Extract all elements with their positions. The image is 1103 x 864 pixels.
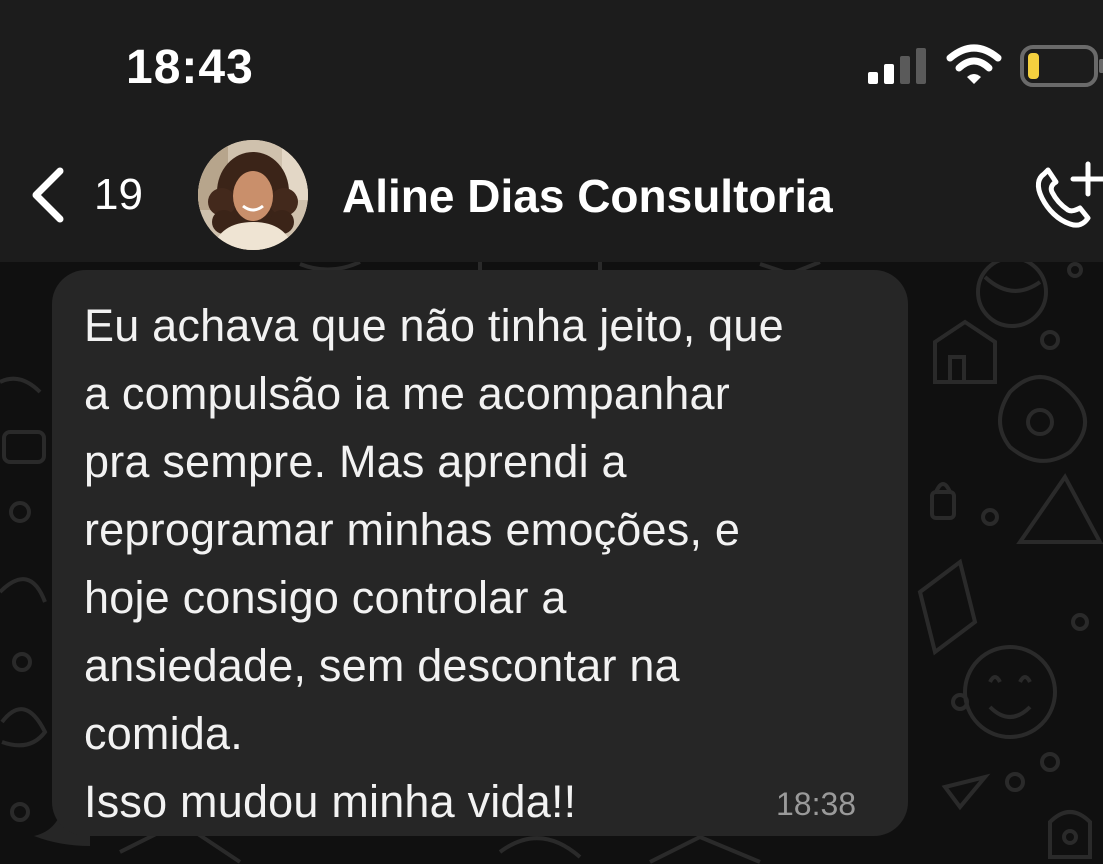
contact-avatar[interactable] xyxy=(198,140,308,250)
unread-count: 19 xyxy=(94,170,143,219)
wifi-icon xyxy=(946,44,1002,86)
message-timestamp: 18:38 xyxy=(776,786,857,822)
battery-low-icon xyxy=(1020,44,1103,88)
status-time: 18:43 xyxy=(126,41,254,94)
back-button[interactable] xyxy=(28,160,158,230)
cellular-signal-icon xyxy=(868,48,928,84)
contact-name[interactable]: Aline Dias Consultoria xyxy=(342,170,833,222)
message-text: Eu achava que não tinha jeito, que a compulsão ia me acompanhar pra sempre. Mas aprendi a reprogramar minhas emoções, e hoje consigo controlar a ansiedade, sem descontar na comida. Isso mudou minha vida!! xyxy=(84,300,784,827)
add-call-icon[interactable] xyxy=(1030,160,1103,232)
chevron-left-icon xyxy=(28,165,68,225)
avatar-photo xyxy=(198,140,308,250)
